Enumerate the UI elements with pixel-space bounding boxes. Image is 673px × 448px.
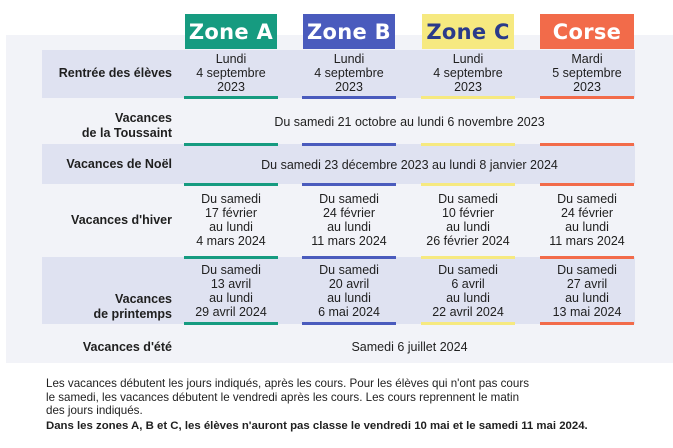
cell-hiver-zone-b [302, 189, 396, 251]
cell-line: au lundi [565, 220, 609, 234]
cell-hiver-zone-c [421, 189, 515, 251]
cell-line: au lundi [327, 220, 371, 234]
cell-line: Du samedi [438, 192, 498, 206]
noel-dates: Du samedi 23 décembre 2023 au lundi 8 janvier 2024 [261, 157, 558, 172]
cell-line: Lundi [452, 52, 484, 66]
cell-line: 4 mars 2024 [196, 234, 266, 248]
cell-line: au lundi [327, 290, 371, 305]
zone-c-bar [421, 322, 515, 325]
cell-line: Du samedi [319, 192, 379, 206]
cell-hiver-zone-a [184, 189, 278, 251]
cell-line: 11 mars 2024 [311, 234, 387, 248]
cell-line: 29 avril 2024 [195, 304, 267, 319]
cell-line: 17 février [204, 206, 258, 220]
cell-printemps-corse [540, 259, 634, 322]
cell-hiver-corse [540, 189, 634, 251]
zone-b-bar [302, 183, 396, 186]
zone-c-header: Zone C [422, 14, 514, 49]
cell-line: Du samedi [201, 192, 261, 206]
cell-line: au lundi [565, 290, 609, 305]
corse-bar [540, 96, 634, 99]
cell-line: 4 septembre [433, 66, 503, 80]
cell-line: Du samedi [557, 262, 617, 277]
cell-line: 26 février 2024 [426, 234, 510, 248]
cell-line: 20 avril [328, 276, 370, 291]
label-line: de la Toussaint [81, 126, 172, 140]
cell-rentree-zone-b [302, 50, 396, 96]
cell-line: 2023 [335, 80, 363, 94]
cell-line: Du samedi [438, 262, 498, 277]
cell-rentree-corse [540, 50, 634, 96]
zone-b-bar [302, 322, 396, 325]
cell-line: au lundi [446, 220, 490, 234]
note-line: le samedi, les vacances débutent le vendredi après les cours. Les cours reprennent le matin [46, 390, 520, 404]
zone-a-header: Zone A [185, 14, 277, 49]
cell-printemps-zone-c [421, 259, 515, 322]
cell-line: 4 septembre [196, 66, 266, 80]
row-label-printemps [42, 259, 182, 322]
cell-line: au lundi [446, 290, 490, 305]
toussaint-dates: Du samedi 21 octobre au lundi 6 novembre 2023 [274, 115, 545, 129]
label-line: Vacances [115, 292, 172, 306]
cell-line: Du samedi [201, 262, 261, 277]
cell-line: Lundi [333, 52, 365, 66]
cell-line: 2023 [217, 80, 245, 94]
ete-date: Samedi 6 juillet 2024 [351, 340, 468, 354]
zone-b-bar [302, 96, 396, 99]
zone-b-header: Zone B [303, 14, 395, 49]
cell-line: 13 avril [210, 276, 252, 291]
row-label-rentree: Rentrée des élèves [58, 65, 172, 80]
row-label-noel: Vacances de Noël [66, 157, 172, 171]
cell-line: Lundi [215, 52, 247, 66]
cell-line: Du samedi [319, 262, 379, 277]
corse-bar [540, 322, 634, 325]
zone-a-bar [184, 183, 278, 186]
cell-line: 6 mai 2024 [318, 304, 380, 319]
cell-line: 5 septembre [552, 66, 622, 80]
cell-line: Du samedi [557, 192, 617, 206]
row-label-hiver: Vacances d'hiver [71, 212, 172, 227]
cell-rentree-zone-c [421, 50, 515, 96]
cell-line: 2023 [573, 80, 601, 94]
zone-c-bar [421, 96, 515, 99]
label-line: Vacances [115, 111, 172, 125]
label-line: de printemps [93, 307, 172, 321]
cell-line: 10 février [441, 206, 495, 220]
corse-bar [540, 183, 634, 186]
row-label-ete: Vacances d'été [82, 339, 172, 354]
cell-line: Mardi [571, 52, 603, 66]
cell-line: 27 avril [566, 276, 608, 291]
cell-line: 11 mars 2024 [549, 234, 625, 248]
note-line: Les vacances débutent les jours indiqués, après les cours. Pour les élèves qui n'ont pas cours [46, 377, 529, 390]
cell-line: 24 février [322, 206, 376, 220]
cell-line: 6 avril [451, 276, 485, 291]
footnotes [46, 377, 666, 433]
note-bold: Dans les zones A, B et C, les élèves n'auront pas classe le vendredi 10 mai et le samedi 11 mai 2024. [46, 419, 588, 432]
cell-line: 4 septembre [314, 66, 384, 80]
cell-printemps-zone-b [302, 259, 396, 322]
zone-a-bar [184, 322, 278, 325]
cell-line: 22 avril 2024 [432, 304, 504, 319]
zone-c-bar [421, 183, 515, 186]
cell-rentree-zone-a [184, 50, 278, 96]
note-line: des jours indiqués. [46, 404, 143, 417]
cell-line: au lundi [209, 220, 253, 234]
cell-line: 13 mai 2024 [552, 304, 622, 319]
cell-line: au lundi [209, 290, 253, 305]
cell-line: 2023 [454, 80, 482, 94]
row-label-toussaint [42, 103, 182, 141]
zone-a-bar [184, 96, 278, 99]
cell-line: 24 février [560, 206, 614, 220]
cell-printemps-zone-a [184, 259, 278, 322]
corse-header: Corse [540, 14, 634, 49]
